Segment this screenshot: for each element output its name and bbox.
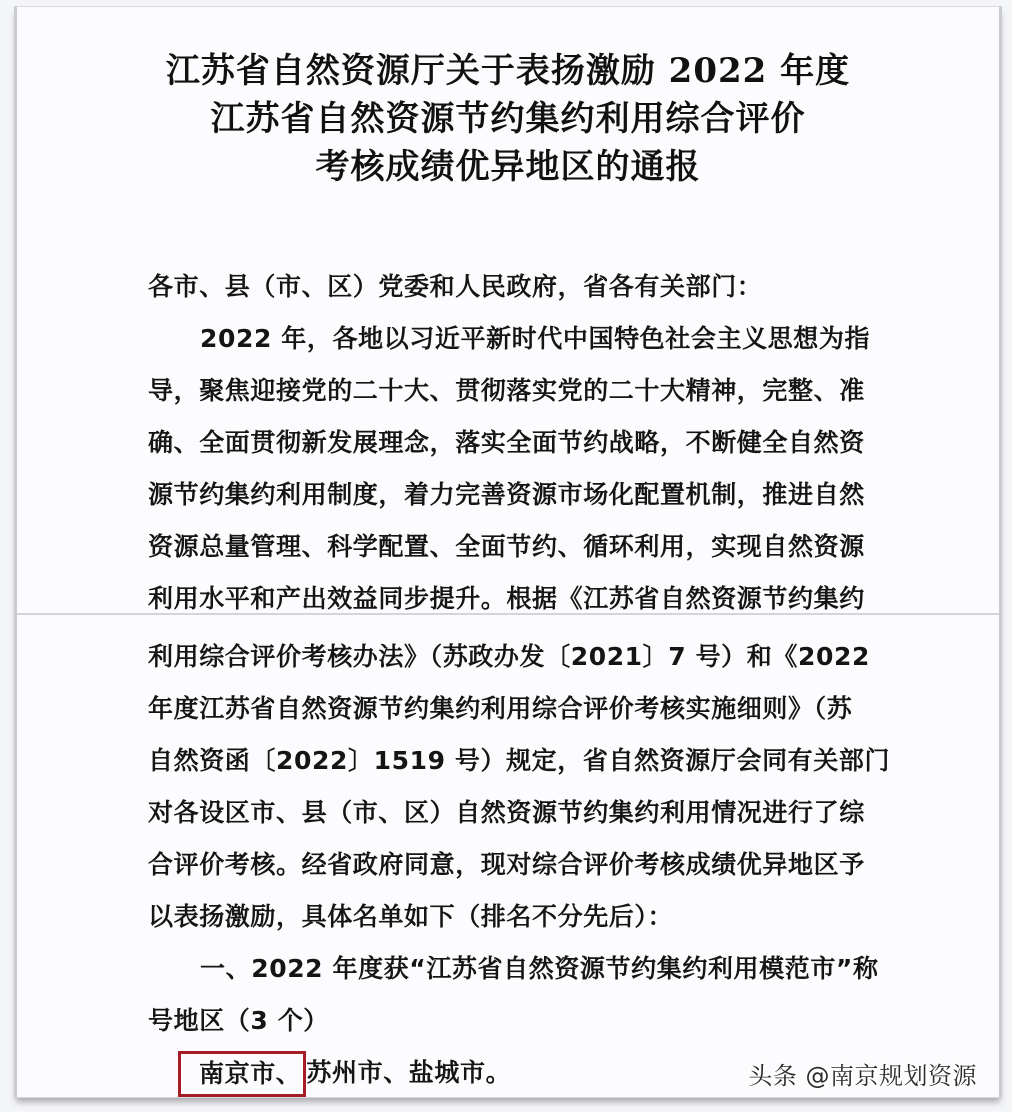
section-one-heading-cont: 号地区（3 个）: [148, 1006, 329, 1035]
paragraph-line: 2022 年，各地以习近平新时代中国特色社会主义思想为指: [200, 324, 871, 353]
document-title: [17, 47, 999, 191]
paragraph-line: 利用水平和产出效益同步提升。根据《江苏省自然资源节约集约: [148, 584, 865, 613]
section-one-heading: 一、2022 年度获“江苏省自然资源节约集约利用模范市”称: [200, 954, 879, 983]
paragraph-line: 年度江苏省自然资源节约集约利用综合评价考核实施细则》（苏: [148, 694, 853, 723]
paragraph-line: 资源总量管理、科学配置、全面节约、循环利用，实现自然资源: [148, 532, 865, 561]
body-text-bottom: [148, 631, 891, 1099]
paragraph-line: 合评价考核。经省政府同意，现对综合评价考核成绩优异地区予: [148, 850, 865, 879]
other-cities: 苏州市、盐城市。: [306, 1058, 512, 1087]
body-text-top: [148, 261, 888, 625]
paragraph-line: 确、全面贯彻新发展理念，落实全面节约战略，不断健全自然资: [148, 428, 865, 457]
document-panel-top: [17, 7, 999, 613]
document-frame: [14, 6, 1002, 1098]
title-line-2: 江苏省自然资源节约集约利用综合评价: [210, 99, 806, 139]
title-line-3: 考核成绩优异地区的通报: [315, 147, 701, 187]
paragraph-line: 利用综合评价考核办法》（苏政办发〔2021〕7 号）和《2022: [148, 642, 870, 671]
paragraph-line: 导，聚焦迎接党的二十大、贯彻落实党的二十大精神，完整、准: [148, 376, 865, 405]
paragraph-line: 自然资函〔2022〕1519 号）规定，省自然资源厅会同有关部门: [148, 746, 891, 775]
document-panel-bottom: [17, 615, 999, 1097]
salutation: 各市、县（市、区）党委和人民政府，省各有关部门：: [148, 272, 763, 301]
paragraph-line: 以表扬激励，具体名单如下（排名不分先后）：: [148, 902, 674, 931]
highlighted-city-nanjing: 南京市、: [178, 1051, 306, 1097]
paragraph-line: 源节约集约利用制度，着力完善资源市场化配置机制，推进自然: [148, 480, 865, 509]
title-line-1: 江苏省自然资源厅关于表扬激励 2022 年度: [165, 51, 851, 91]
paragraph-line: 对各设区市、县（市、区）自然资源节约集约利用情况进行了综: [148, 798, 865, 827]
watermark: 头条 @南京规划资源: [748, 1062, 977, 1090]
